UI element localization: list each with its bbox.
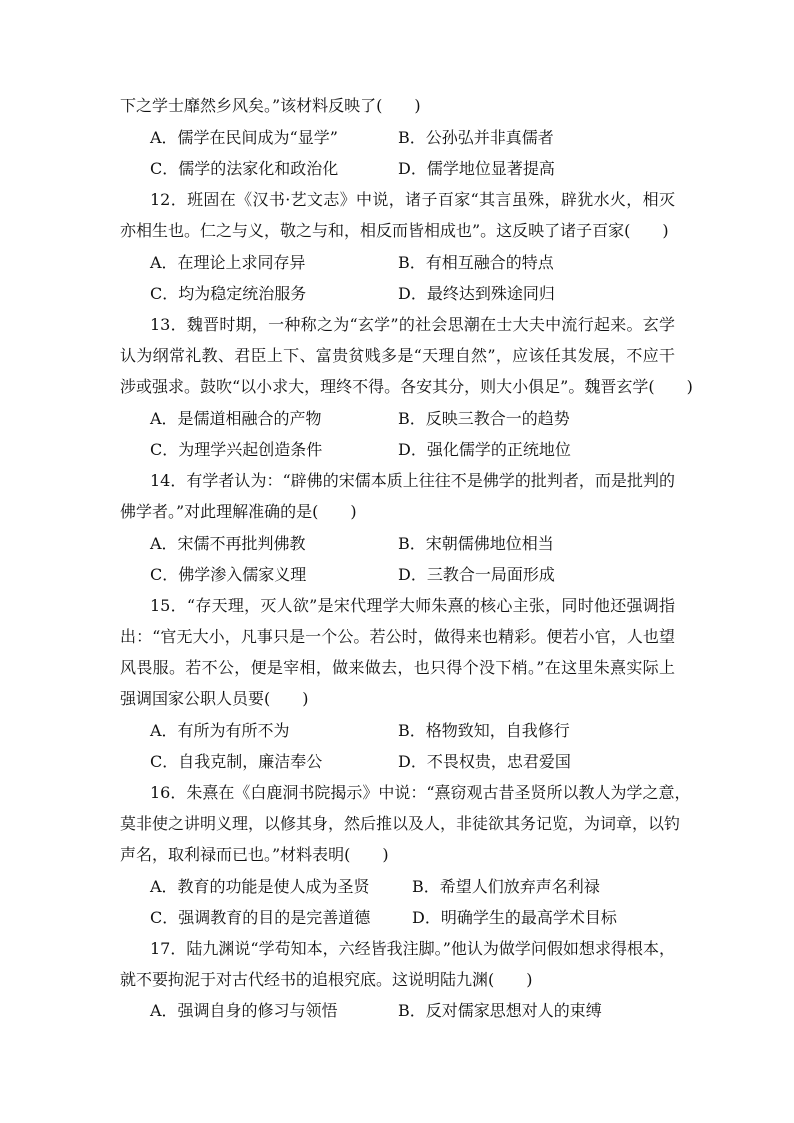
q16-option-d: D．明确学生的最高学术目标 [412,908,617,927]
q15-stem-line: 15．“存天理，灭人欲”是宋代理学大师朱熹的核心主张，同时他还强调指 [150,596,675,615]
q14-option-a: A．宋儒不再批判佛教 [150,534,306,553]
q16-option-c: C．强调教育的目的是完善道德 [150,908,371,927]
q15-option-c: C．自我克制，廉洁奉公 [150,752,323,771]
q11-option-d: D．儒学地位显著提高 [398,159,555,178]
q14-stem-line: 14．有学者认为：“辟佛的宋儒本质上往往不是佛学的批判者，而是批判的 [150,471,675,490]
q15-option-a: A．有所为有所不为 [150,721,290,740]
q15-stem-line: 风畏服。若不公，便是宰相，做来做去，也只得个没下梢。”在这里朱熹实际上 [120,658,675,677]
q14-stem-line: 佛学者。”对此理解准确的是( ) [120,502,357,521]
q13-option-b: B．反映三教合一的趋势 [398,409,570,428]
q17-option-a: A．强调自身的修习与领悟 [150,1001,338,1020]
q13-stem-line: 涉或强求。鼓吹“以小求大，理终不得。各安其分，则大小俱足”。魏晋玄学( ) [120,377,693,396]
q12-option-c: C．均为稳定统治服务 [150,284,307,303]
q15-option-b: B．格物致知，自我修行 [398,721,570,740]
q15-option-d: D．不畏权贵，忠君爱国 [398,752,571,771]
q13-option-a: A．是儒道相融合的产物 [150,409,322,428]
q15-stem-line: 强调国家公职人员要( ) [120,689,309,708]
q12-stem-line: 亦相生也。仁之与义，敬之与和，相反而皆相成也”。这反映了诸子百家( ) [120,221,669,240]
q16-option-a: A．教育的功能是使人成为圣贤 [150,877,370,896]
q12-option-a: A．在理论上求同存异 [150,253,306,272]
q16-stem-line: 16．朱熹在《白鹿洞书院揭示》中说：“熹窃观古昔圣贤所以教人为学之意， [150,783,691,802]
q11-option-b: B．公孙弘并非真儒者 [398,128,554,147]
q13-stem-line: 13．魏晋时期，一种称之为“玄学”的社会思潮在士大夫中流行起来。玄学 [150,315,675,334]
q13-option-c: C．为理学兴起创造条件 [150,440,323,459]
q17-stem-line: 就不要拘泥于对古代经书的追根究底。这说明陆九渊( ) [120,970,533,989]
q11-option-a: A．儒学在民间成为“显学” [150,128,338,147]
q17-stem-line: 17．陆九渊说“学苟知本，六经皆我注脚。”他认为做学问假如想求得根本， [150,939,675,958]
q15-stem-line: 出：“官无大小，凡事只是一个公。若公时，做得来也精彩。便若小官，人也望 [120,627,675,646]
q12-stem-line: 12．班固在《汉书·艺文志》中说，诸子百家“其言虽殊，辟犹水火，相灭 [150,190,675,209]
q12-option-d: D．最终达到殊途同归 [398,284,555,303]
q14-option-d: D．三教合一局面形成 [398,565,555,584]
q11-stem-tail: 下之学士靡然乡风矣。”该材料反映了( ) [120,96,421,115]
q17-option-b: B．反对儒家思想对人的束缚 [398,1001,602,1020]
q13-option-d: D．强化儒学的正统地位 [398,440,571,459]
q13-stem-line: 认为纲常礼教、君臣上下、富贵贫贱多是“天理自然”，应该任其发展，不应干 [120,346,675,365]
q16-option-b: B．希望人们放弃声名利禄 [412,877,600,896]
q14-option-b: B．宋朝儒佛地位相当 [398,534,554,553]
q16-stem-line: 声名，取利禄而已也。”材料表明( ) [120,845,389,864]
q12-option-b: B．有相互融合的特点 [398,253,554,272]
q16-stem-line: 莫非使之讲明义理，以修其身，然后推以及人，非徒欲其务记览，为词章，以钓 [120,814,681,833]
q14-option-c: C．佛学渗入儒家义理 [150,565,307,584]
q11-option-c: C．儒学的法家化和政治化 [150,159,339,178]
